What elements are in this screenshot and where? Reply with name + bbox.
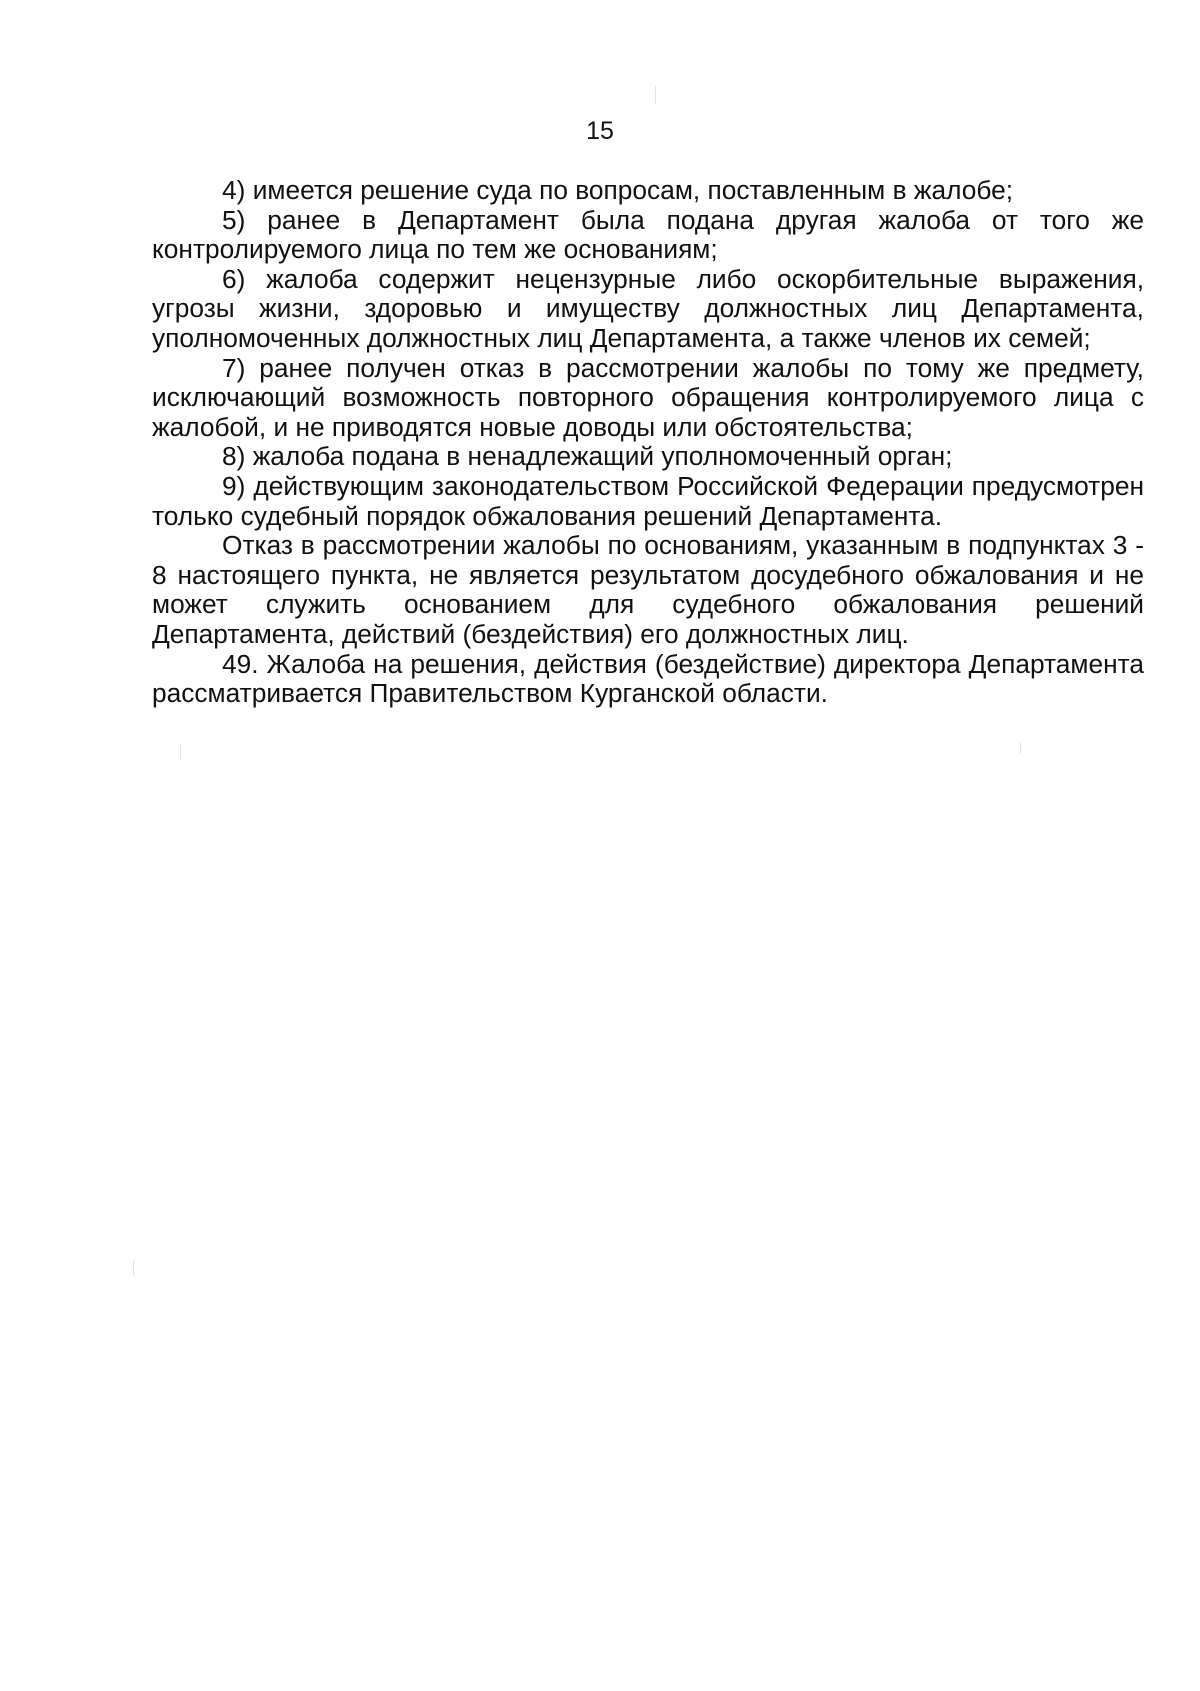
list-item-7: 7) ранее получен отказ в рассмотрении жалобы по тому же предмету, исключающий возможность повторного обращения контролируемого лица с жалобой, и не приводятся новые доводы или обстоятельства;: [152, 352, 1144, 442]
list-item-6: 6) жалоба содержит нецензурные либо оскорбительные выражения, угрозы жизни, здоровью и имуществу должностных лиц Департамента, уполномоченных должностных лиц Департамента, а также членов их семей;: [152, 263, 1144, 353]
page-number: 15: [586, 117, 614, 145]
list-item-9: 9) действующим законодательством Российской Федерации предусмотрен только судебный порядок обжалования решений Департамента.: [152, 470, 1144, 531]
scan-artifact: [1020, 742, 1021, 754]
list-item-4: 4) имеется решение суда по вопросам, поставленным в жалобе;: [222, 175, 1014, 205]
list-item-8: 8) жалоба подана в ненадлежащий уполномоченный орган;: [222, 441, 953, 472]
clause-49-paragraph: 49. Жалоба на решения, действия (бездействие) директора Департамента рассматривается Правительством Курганской области.: [152, 648, 1144, 709]
scan-artifact: [180, 745, 181, 759]
refusal-paragraph: Отказ в рассмотрении жалобы по основаниям, указанным в подпунктах 3 - 8 настоящего пункта, не является результатом досудебного обжалования и не может служить основанием для судебного обжалования решений Департамента, действий (бездействия) его должностных лиц.: [152, 530, 1144, 649]
scan-artifact: [133, 1260, 134, 1276]
list-item-5: 5) ранее в Департамент была подана другая жалоба от того же контролируемого лица по тем же основаниям;: [152, 204, 1144, 265]
scan-artifact: [655, 86, 656, 104]
document-body: [152, 176, 1144, 709]
